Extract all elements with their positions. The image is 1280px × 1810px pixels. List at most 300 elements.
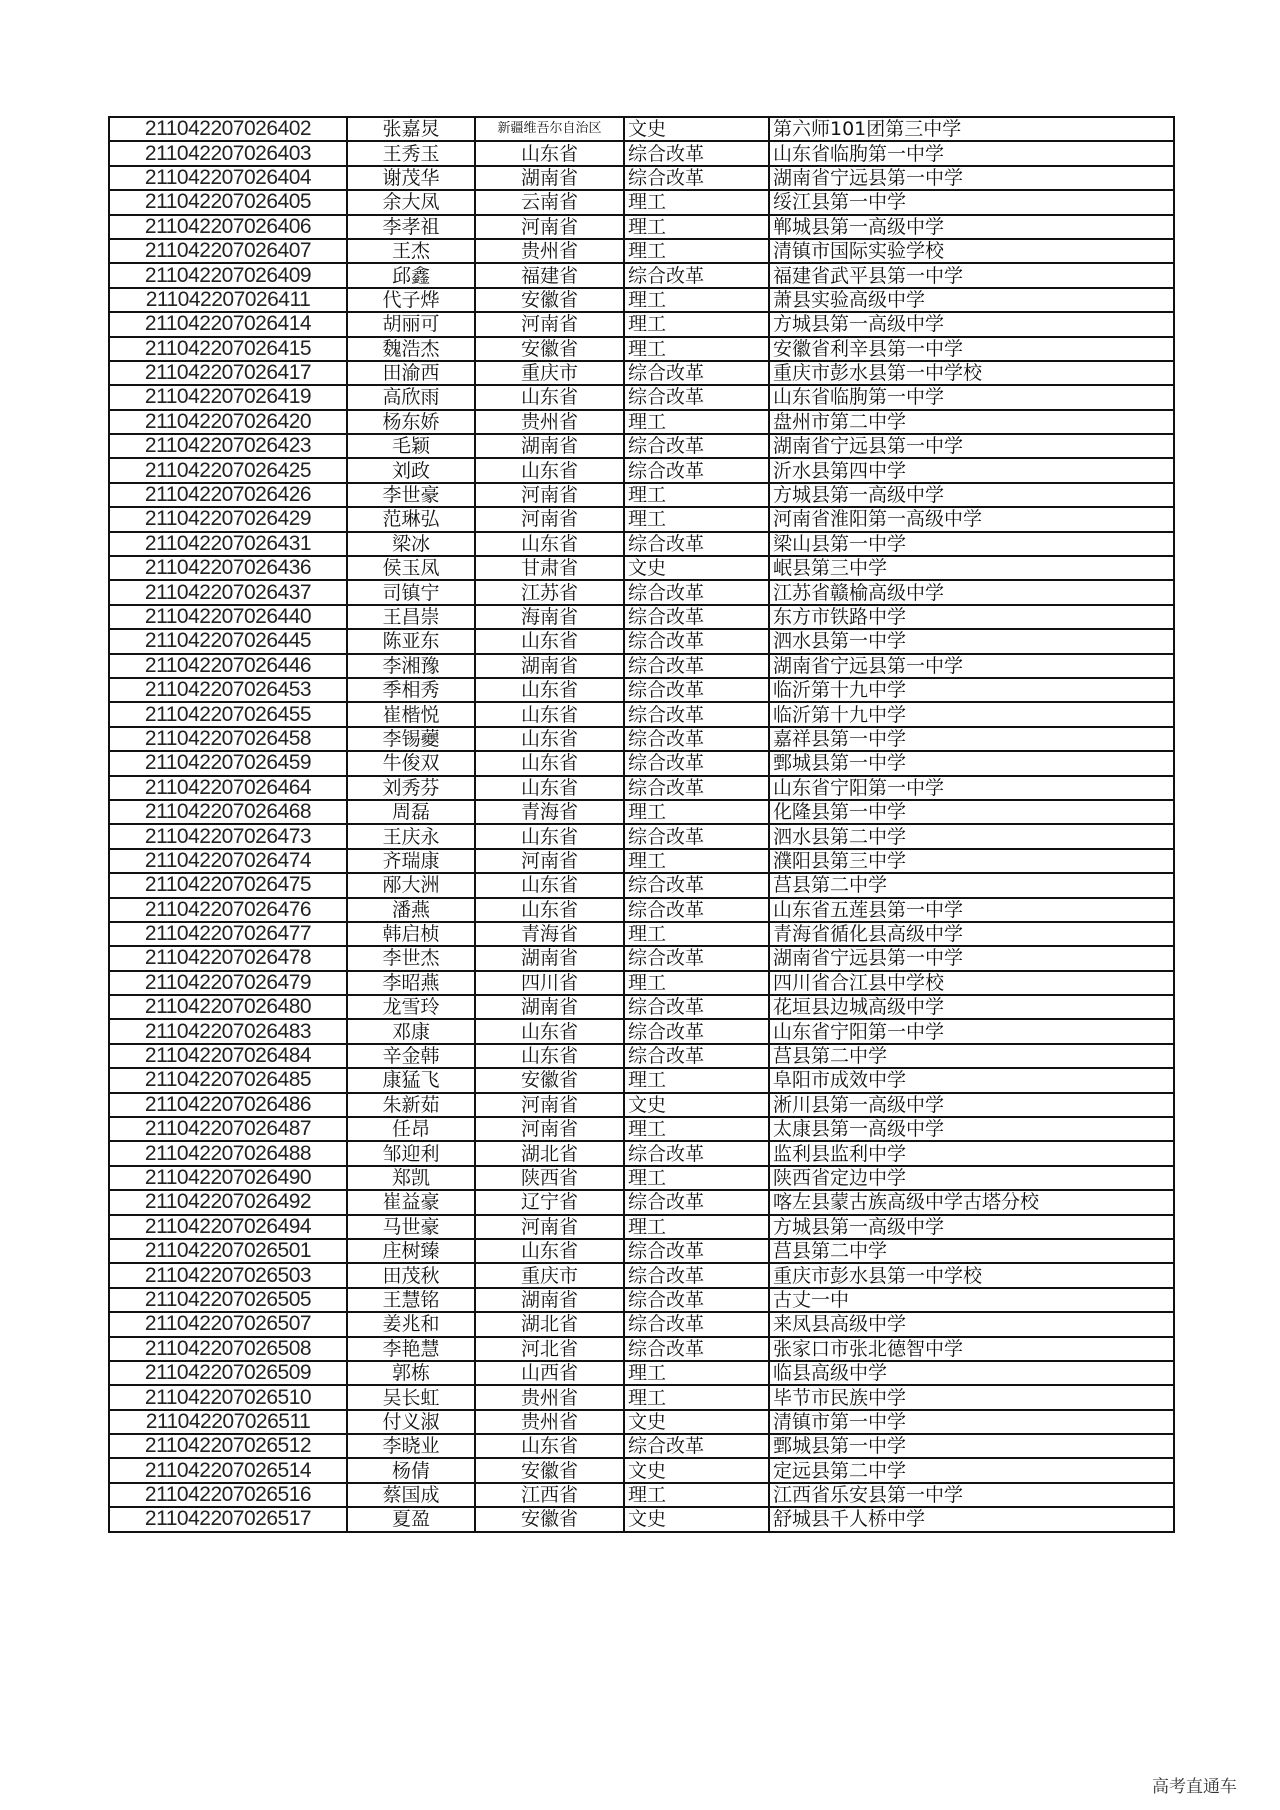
province-cell: 河南省 <box>475 849 624 873</box>
province-cell: 山东省 <box>475 1434 624 1458</box>
exam-id-cell: 211042207026494 <box>109 1215 347 1239</box>
school-cell: 安徽省利辛县第一中学 <box>769 337 1174 361</box>
table-row <box>109 800 1174 824</box>
province-cell: 山东省 <box>475 385 624 409</box>
exam-id-cell: 211042207026508 <box>109 1337 347 1361</box>
name-cell: 李世杰 <box>347 946 475 970</box>
subject-type-cell: 文史 <box>624 1410 769 1434</box>
subject-type-cell: 综合改革 <box>624 458 769 482</box>
name-cell: 代子烨 <box>347 288 475 312</box>
table-row <box>109 629 1174 653</box>
subject-type-cell: 理工 <box>624 312 769 336</box>
exam-id-cell: 211042207026485 <box>109 1068 347 1092</box>
table-row <box>109 727 1174 751</box>
subject-type-cell: 综合改革 <box>624 946 769 970</box>
name-cell: 齐瑞康 <box>347 849 475 873</box>
province-cell: 山东省 <box>475 1019 624 1043</box>
subject-type-cell: 理工 <box>624 922 769 946</box>
province-cell: 山东省 <box>475 458 624 482</box>
province-cell: 山东省 <box>475 898 624 922</box>
subject-type-cell: 综合改革 <box>624 385 769 409</box>
subject-type-cell: 综合改革 <box>624 1434 769 1458</box>
school-cell: 陕西省定边中学 <box>769 1166 1174 1190</box>
name-cell: 王昌崇 <box>347 605 475 629</box>
name-cell: 任昂 <box>347 1117 475 1141</box>
name-cell: 辛金韩 <box>347 1044 475 1068</box>
school-cell: 盘州市第二中学 <box>769 410 1174 434</box>
table-row <box>109 288 1174 312</box>
name-cell: 韩启桢 <box>347 922 475 946</box>
province-cell: 福建省 <box>475 263 624 287</box>
school-cell: 山东省临朐第一中学 <box>769 141 1174 165</box>
name-cell: 朱新茹 <box>347 1093 475 1117</box>
exam-id-cell: 211042207026437 <box>109 580 347 604</box>
exam-id-cell: 211042207026431 <box>109 532 347 556</box>
exam-id-cell: 211042207026436 <box>109 556 347 580</box>
subject-type-cell: 综合改革 <box>624 873 769 897</box>
name-cell: 梁冰 <box>347 532 475 556</box>
school-cell: 毕节市民族中学 <box>769 1385 1174 1409</box>
subject-type-cell: 综合改革 <box>624 629 769 653</box>
table-row <box>109 1190 1174 1214</box>
school-cell: 山东省临朐第一中学 <box>769 385 1174 409</box>
school-cell: 舒城县千人桥中学 <box>769 1507 1174 1531</box>
subject-type-cell: 文史 <box>624 1458 769 1482</box>
province-cell: 山东省 <box>475 678 624 702</box>
subject-type-cell: 综合改革 <box>624 776 769 800</box>
exam-id-cell: 211042207026417 <box>109 361 347 385</box>
subject-type-cell: 综合改革 <box>624 605 769 629</box>
province-cell: 贵州省 <box>475 410 624 434</box>
exam-id-cell: 211042207026453 <box>109 678 347 702</box>
exam-id-cell: 211042207026480 <box>109 995 347 1019</box>
school-cell: 四川省合江县中学校 <box>769 971 1174 995</box>
province-cell: 贵州省 <box>475 1410 624 1434</box>
province-cell: 安徽省 <box>475 1458 624 1482</box>
name-cell: 司镇宁 <box>347 580 475 604</box>
name-cell: 牛俊双 <box>347 751 475 775</box>
subject-type-cell: 文史 <box>624 1093 769 1117</box>
name-cell: 王慧铭 <box>347 1288 475 1312</box>
name-cell: 田渝西 <box>347 361 475 385</box>
subject-type-cell: 理工 <box>624 800 769 824</box>
table-row <box>109 580 1174 604</box>
table-row <box>109 1263 1174 1287</box>
table-row <box>109 361 1174 385</box>
province-cell: 山东省 <box>475 1239 624 1263</box>
province-cell: 山西省 <box>475 1361 624 1385</box>
name-cell: 郑凯 <box>347 1166 475 1190</box>
school-cell: 监利县监利中学 <box>769 1141 1174 1165</box>
exam-id-cell: 211042207026486 <box>109 1093 347 1117</box>
name-cell: 杨倩 <box>347 1458 475 1482</box>
table-row <box>109 1068 1174 1092</box>
name-cell: 刘秀芬 <box>347 776 475 800</box>
school-cell: 第六师101团第三中学 <box>769 117 1174 141</box>
province-cell: 四川省 <box>475 971 624 995</box>
name-cell: 胡丽可 <box>347 312 475 336</box>
subject-type-cell: 综合改革 <box>624 678 769 702</box>
name-cell: 邓康 <box>347 1019 475 1043</box>
name-cell: 毛颖 <box>347 434 475 458</box>
subject-type-cell: 综合改革 <box>624 995 769 1019</box>
name-cell: 龙雪玲 <box>347 995 475 1019</box>
subject-type-cell: 综合改革 <box>624 898 769 922</box>
table-row <box>109 117 1174 141</box>
table-row <box>109 1385 1174 1409</box>
subject-type-cell: 文史 <box>624 117 769 141</box>
exam-id-cell: 211042207026468 <box>109 800 347 824</box>
exam-id-cell: 211042207026423 <box>109 434 347 458</box>
province-cell: 海南省 <box>475 605 624 629</box>
province-cell: 新疆维吾尔自治区 <box>475 117 624 141</box>
school-cell: 鄄城县第一中学 <box>769 751 1174 775</box>
table-row <box>109 873 1174 897</box>
table-row <box>109 239 1174 263</box>
province-cell: 湖南省 <box>475 654 624 678</box>
school-cell: 淅川县第一高级中学 <box>769 1093 1174 1117</box>
name-cell: 王庆永 <box>347 824 475 848</box>
subject-type-cell: 综合改革 <box>624 1312 769 1336</box>
table-row <box>109 751 1174 775</box>
exam-id-cell: 211042207026478 <box>109 946 347 970</box>
subject-type-cell: 理工 <box>624 1385 769 1409</box>
name-cell: 李晓业 <box>347 1434 475 1458</box>
exam-id-cell: 211042207026511 <box>109 1410 347 1434</box>
province-cell: 湖南省 <box>475 434 624 458</box>
exam-id-cell: 211042207026512 <box>109 1434 347 1458</box>
exam-id-cell: 211042207026503 <box>109 1263 347 1287</box>
exam-id-cell: 211042207026475 <box>109 873 347 897</box>
table-row <box>109 946 1174 970</box>
table-row <box>109 1288 1174 1312</box>
table-row <box>109 434 1174 458</box>
name-cell: 吴长虹 <box>347 1385 475 1409</box>
school-cell: 泗水县第一中学 <box>769 629 1174 653</box>
exam-id-cell: 211042207026473 <box>109 824 347 848</box>
province-cell: 湖北省 <box>475 1312 624 1336</box>
school-cell: 化隆县第一中学 <box>769 800 1174 824</box>
school-cell: 萧县实验高级中学 <box>769 288 1174 312</box>
province-cell: 安徽省 <box>475 1507 624 1531</box>
exam-id-cell: 211042207026477 <box>109 922 347 946</box>
name-cell: 季相秀 <box>347 678 475 702</box>
subject-type-cell: 理工 <box>624 215 769 239</box>
subject-type-cell: 理工 <box>624 190 769 214</box>
province-cell: 河南省 <box>475 483 624 507</box>
subject-type-cell: 文史 <box>624 556 769 580</box>
province-cell: 湖南省 <box>475 166 624 190</box>
table-row <box>109 898 1174 922</box>
school-cell: 郸城县第一高级中学 <box>769 215 1174 239</box>
table-row <box>109 1507 1174 1531</box>
subject-type-cell: 综合改革 <box>624 1337 769 1361</box>
school-cell: 湖南省宁远县第一中学 <box>769 166 1174 190</box>
table-row <box>109 483 1174 507</box>
school-cell: 花垣县边城高级中学 <box>769 995 1174 1019</box>
school-cell: 绥江县第一中学 <box>769 190 1174 214</box>
table-row <box>109 215 1174 239</box>
table-row <box>109 1337 1174 1361</box>
province-cell: 山东省 <box>475 532 624 556</box>
exam-id-cell: 211042207026483 <box>109 1019 347 1043</box>
province-cell: 山东省 <box>475 702 624 726</box>
school-cell: 来凤县高级中学 <box>769 1312 1174 1336</box>
table-row <box>109 702 1174 726</box>
subject-type-cell: 理工 <box>624 849 769 873</box>
exam-id-cell: 211042207026419 <box>109 385 347 409</box>
table-row <box>109 922 1174 946</box>
subject-type-cell: 综合改革 <box>624 1190 769 1214</box>
province-cell: 贵州省 <box>475 1385 624 1409</box>
name-cell: 庄树臻 <box>347 1239 475 1263</box>
school-cell: 岷县第三中学 <box>769 556 1174 580</box>
exam-id-cell: 211042207026517 <box>109 1507 347 1531</box>
province-cell: 湖南省 <box>475 946 624 970</box>
exam-id-cell: 211042207026420 <box>109 410 347 434</box>
table-row <box>109 1215 1174 1239</box>
subject-type-cell: 理工 <box>624 971 769 995</box>
table-row <box>109 507 1174 531</box>
school-cell: 湖南省宁远县第一中学 <box>769 434 1174 458</box>
exam-id-cell: 211042207026459 <box>109 751 347 775</box>
name-cell: 刘政 <box>347 458 475 482</box>
name-cell: 邹迎利 <box>347 1141 475 1165</box>
exam-id-cell: 211042207026429 <box>109 507 347 531</box>
table-row <box>109 1044 1174 1068</box>
school-cell: 重庆市彭水县第一中学校 <box>769 361 1174 385</box>
subject-type-cell: 综合改革 <box>624 1141 769 1165</box>
table-body <box>109 117 1174 1532</box>
table-row <box>109 776 1174 800</box>
province-cell: 江苏省 <box>475 580 624 604</box>
province-cell: 青海省 <box>475 922 624 946</box>
table-row <box>109 1483 1174 1507</box>
table-row <box>109 1117 1174 1141</box>
table-row <box>109 1239 1174 1263</box>
exam-id-cell: 211042207026490 <box>109 1166 347 1190</box>
school-cell: 山东省五莲县第一中学 <box>769 898 1174 922</box>
exam-id-cell: 211042207026426 <box>109 483 347 507</box>
name-cell: 余大凤 <box>347 190 475 214</box>
school-cell: 沂水县第四中学 <box>769 458 1174 482</box>
school-cell: 东方市铁路中学 <box>769 605 1174 629</box>
subject-type-cell: 综合改革 <box>624 141 769 165</box>
exam-id-cell: 211042207026516 <box>109 1483 347 1507</box>
name-cell: 邱鑫 <box>347 263 475 287</box>
admission-list-table <box>108 116 1175 1533</box>
table-row <box>109 995 1174 1019</box>
name-cell: 李孝祖 <box>347 215 475 239</box>
subject-type-cell: 综合改革 <box>624 532 769 556</box>
subject-type-cell: 综合改革 <box>624 361 769 385</box>
subject-type-cell: 综合改革 <box>624 1288 769 1312</box>
school-cell: 阜阳市成效中学 <box>769 1068 1174 1092</box>
subject-type-cell: 综合改革 <box>624 654 769 678</box>
province-cell: 江西省 <box>475 1483 624 1507</box>
table-row <box>109 678 1174 702</box>
exam-id-cell: 211042207026509 <box>109 1361 347 1385</box>
table-row <box>109 263 1174 287</box>
subject-type-cell: 理工 <box>624 1166 769 1190</box>
exam-id-cell: 211042207026446 <box>109 654 347 678</box>
subject-type-cell: 综合改革 <box>624 1263 769 1287</box>
table-row <box>109 1458 1174 1482</box>
name-cell: 周磊 <box>347 800 475 824</box>
table-row <box>109 1141 1174 1165</box>
exam-id-cell: 211042207026464 <box>109 776 347 800</box>
table-row <box>109 849 1174 873</box>
exam-id-cell: 211042207026405 <box>109 190 347 214</box>
subject-type-cell: 理工 <box>624 507 769 531</box>
exam-id-cell: 211042207026411 <box>109 288 347 312</box>
table-row <box>109 1410 1174 1434</box>
exam-id-cell: 211042207026492 <box>109 1190 347 1214</box>
name-cell: 范琳弘 <box>347 507 475 531</box>
name-cell: 李锡蘷 <box>347 727 475 751</box>
province-cell: 河南省 <box>475 1093 624 1117</box>
exam-id-cell: 211042207026445 <box>109 629 347 653</box>
province-cell: 青海省 <box>475 800 624 824</box>
school-cell: 清镇市第一中学 <box>769 1410 1174 1434</box>
subject-type-cell: 综合改革 <box>624 727 769 751</box>
exam-id-cell: 211042207026505 <box>109 1288 347 1312</box>
exam-id-cell: 211042207026415 <box>109 337 347 361</box>
school-cell: 梁山县第一中学 <box>769 532 1174 556</box>
province-cell: 重庆市 <box>475 1263 624 1287</box>
name-cell: 康猛飞 <box>347 1068 475 1092</box>
subject-type-cell: 综合改革 <box>624 824 769 848</box>
province-cell: 山东省 <box>475 751 624 775</box>
school-cell: 江西省乐安县第一中学 <box>769 1483 1174 1507</box>
subject-type-cell: 理工 <box>624 288 769 312</box>
school-cell: 濮阳县第三中学 <box>769 849 1174 873</box>
name-cell: 付义淑 <box>347 1410 475 1434</box>
name-cell: 崔楷悦 <box>347 702 475 726</box>
subject-type-cell: 综合改革 <box>624 1044 769 1068</box>
exam-id-cell: 211042207026406 <box>109 215 347 239</box>
school-cell: 福建省武平县第一中学 <box>769 263 1174 287</box>
table-row <box>109 1361 1174 1385</box>
province-cell: 重庆市 <box>475 361 624 385</box>
subject-type-cell: 理工 <box>624 410 769 434</box>
table-row <box>109 1166 1174 1190</box>
school-cell: 青海省循化县高级中学 <box>769 922 1174 946</box>
province-cell: 贵州省 <box>475 239 624 263</box>
province-cell: 河南省 <box>475 1215 624 1239</box>
school-cell: 河南省淮阳第一高级中学 <box>769 507 1174 531</box>
exam-id-cell: 211042207026488 <box>109 1141 347 1165</box>
province-cell: 湖南省 <box>475 995 624 1019</box>
subject-type-cell: 理工 <box>624 239 769 263</box>
province-cell: 安徽省 <box>475 1068 624 1092</box>
name-cell: 李世豪 <box>347 483 475 507</box>
name-cell: 王秀玉 <box>347 141 475 165</box>
name-cell: 李艳慧 <box>347 1337 475 1361</box>
school-cell: 张家口市张北德智中学 <box>769 1337 1174 1361</box>
school-cell: 临沂第十九中学 <box>769 678 1174 702</box>
subject-type-cell: 综合改革 <box>624 263 769 287</box>
exam-id-cell: 211042207026510 <box>109 1385 347 1409</box>
province-cell: 山东省 <box>475 141 624 165</box>
school-cell: 重庆市彭水县第一中学校 <box>769 1263 1174 1287</box>
province-cell: 山东省 <box>475 824 624 848</box>
exam-id-cell: 211042207026507 <box>109 1312 347 1336</box>
school-cell: 喀左县蒙古族高级中学古塔分校 <box>769 1190 1174 1214</box>
name-cell: 张嘉炅 <box>347 117 475 141</box>
province-cell: 陕西省 <box>475 1166 624 1190</box>
exam-id-cell: 211042207026458 <box>109 727 347 751</box>
exam-id-cell: 211042207026425 <box>109 458 347 482</box>
exam-id-cell: 211042207026455 <box>109 702 347 726</box>
name-cell: 侯玉凤 <box>347 556 475 580</box>
exam-id-cell: 211042207026501 <box>109 1239 347 1263</box>
exam-id-cell: 211042207026404 <box>109 166 347 190</box>
province-cell: 湖南省 <box>475 1288 624 1312</box>
table-row <box>109 410 1174 434</box>
exam-id-cell: 211042207026440 <box>109 605 347 629</box>
subject-type-cell: 文史 <box>624 1507 769 1531</box>
name-cell: 田茂秋 <box>347 1263 475 1287</box>
school-cell: 方城县第一高级中学 <box>769 312 1174 336</box>
school-cell: 江苏省赣榆高级中学 <box>769 580 1174 604</box>
school-cell: 山东省宁阳第一中学 <box>769 1019 1174 1043</box>
province-cell: 河北省 <box>475 1337 624 1361</box>
province-cell: 安徽省 <box>475 337 624 361</box>
exam-id-cell: 211042207026514 <box>109 1458 347 1482</box>
exam-id-cell: 211042207026474 <box>109 849 347 873</box>
name-cell: 潘燕 <box>347 898 475 922</box>
school-cell: 临县高级中学 <box>769 1361 1174 1385</box>
school-cell: 定远县第二中学 <box>769 1458 1174 1482</box>
name-cell: 郭栋 <box>347 1361 475 1385</box>
subject-type-cell: 理工 <box>624 337 769 361</box>
name-cell: 崔益豪 <box>347 1190 475 1214</box>
table-row <box>109 971 1174 995</box>
subject-type-cell: 理工 <box>624 483 769 507</box>
school-cell: 方城县第一高级中学 <box>769 1215 1174 1239</box>
subject-type-cell: 综合改革 <box>624 434 769 458</box>
exam-id-cell: 211042207026484 <box>109 1044 347 1068</box>
exam-id-cell: 211042207026476 <box>109 898 347 922</box>
province-cell: 山东省 <box>475 776 624 800</box>
province-cell: 山东省 <box>475 629 624 653</box>
exam-id-cell: 211042207026407 <box>109 239 347 263</box>
school-cell: 清镇市国际实验学校 <box>769 239 1174 263</box>
name-cell: 马世豪 <box>347 1215 475 1239</box>
province-cell: 山东省 <box>475 727 624 751</box>
subject-type-cell: 理工 <box>624 1483 769 1507</box>
name-cell: 王杰 <box>347 239 475 263</box>
subject-type-cell: 综合改革 <box>624 702 769 726</box>
school-cell: 山东省宁阳第一中学 <box>769 776 1174 800</box>
subject-type-cell: 理工 <box>624 1361 769 1385</box>
province-cell: 湖北省 <box>475 1141 624 1165</box>
school-cell: 古丈一中 <box>769 1288 1174 1312</box>
exam-id-cell: 211042207026414 <box>109 312 347 336</box>
table-row <box>109 532 1174 556</box>
province-cell: 河南省 <box>475 312 624 336</box>
exam-id-cell: 211042207026403 <box>109 141 347 165</box>
subject-type-cell: 综合改革 <box>624 580 769 604</box>
table-row <box>109 824 1174 848</box>
name-cell: 姜兆和 <box>347 1312 475 1336</box>
subject-type-cell: 综合改革 <box>624 1019 769 1043</box>
name-cell: 魏浩杰 <box>347 337 475 361</box>
exam-id-cell: 211042207026409 <box>109 263 347 287</box>
name-cell: 夏盈 <box>347 1507 475 1531</box>
school-cell: 太康县第一高级中学 <box>769 1117 1174 1141</box>
